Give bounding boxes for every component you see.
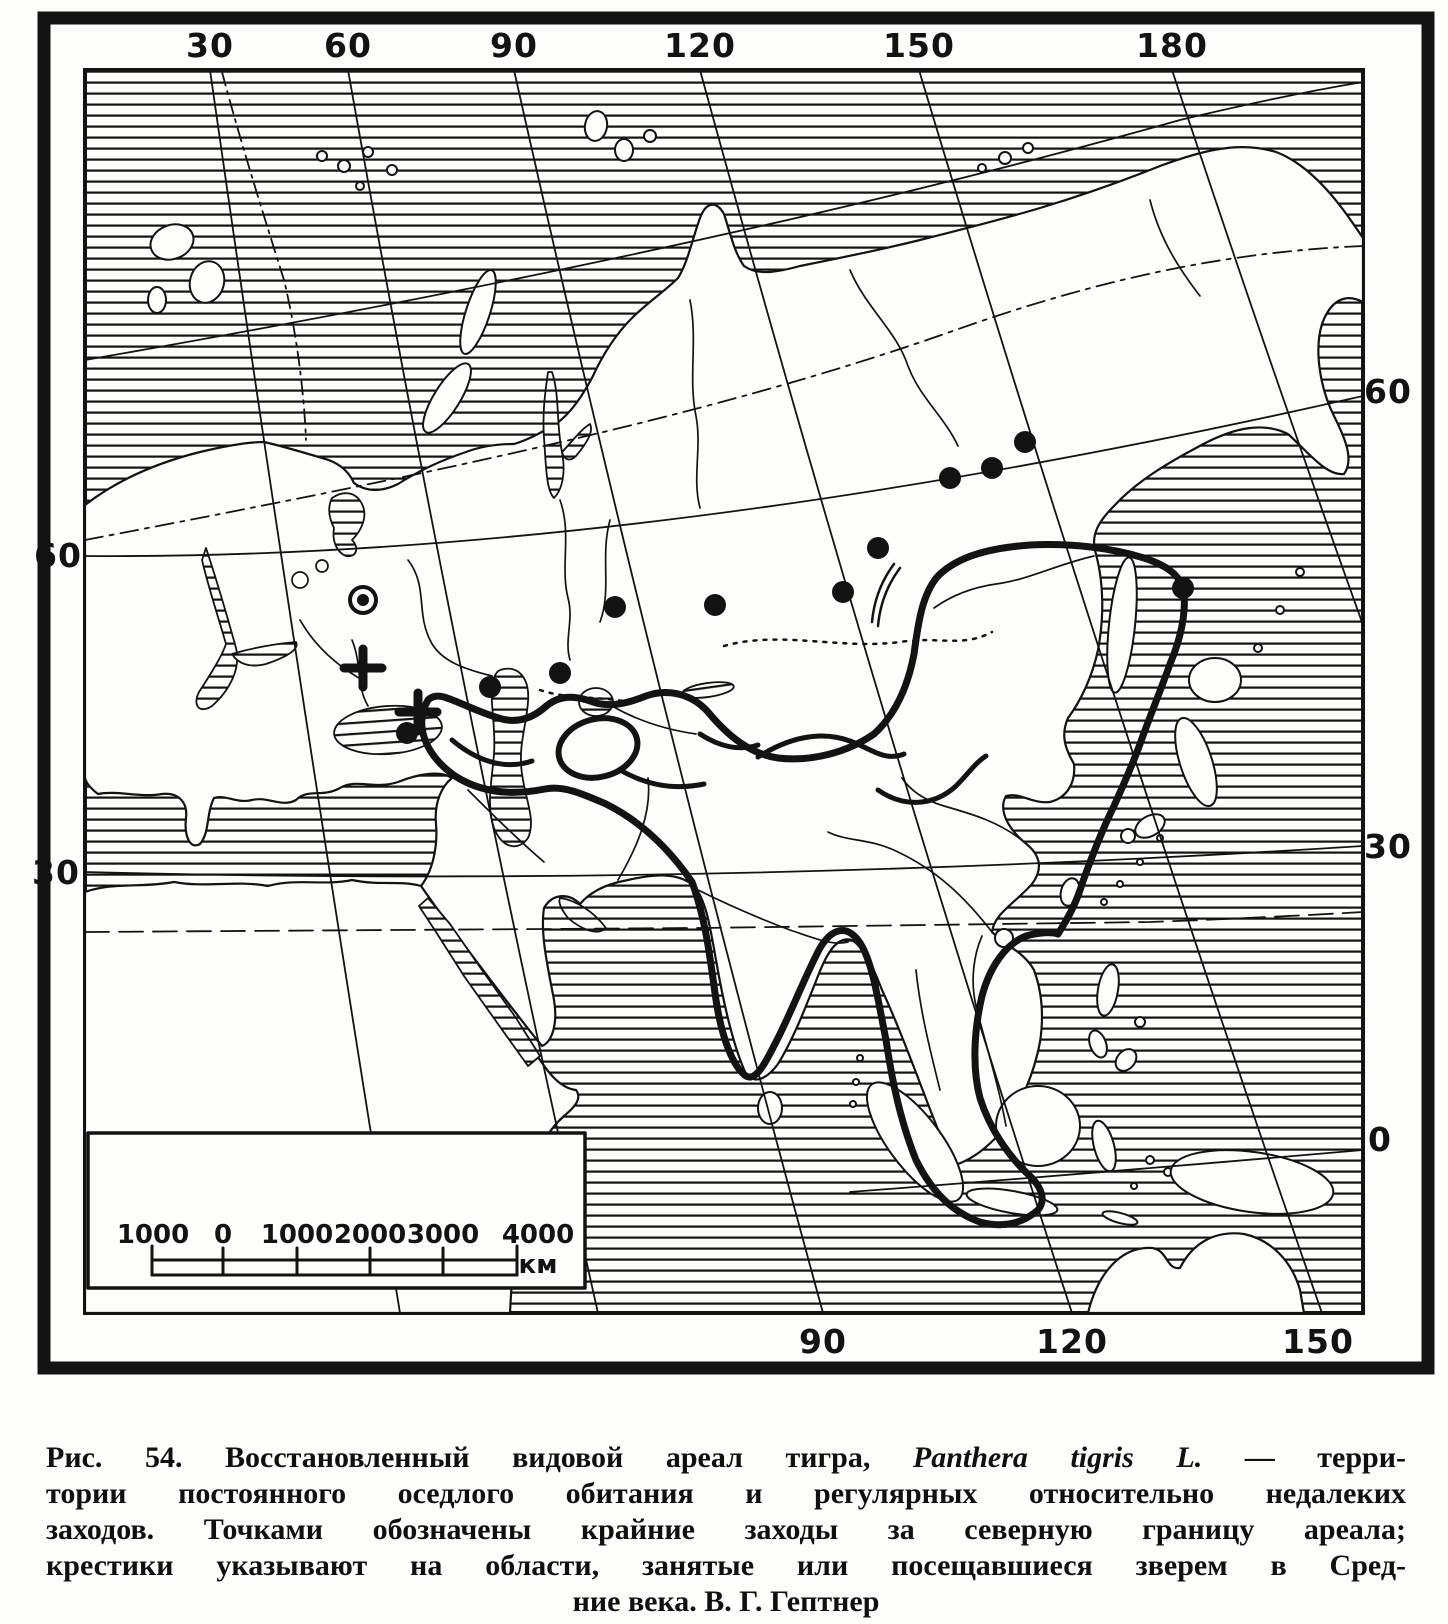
lon-label-top-30: 30 — [186, 26, 234, 65]
extreme-incursion-dot — [1172, 577, 1194, 599]
scale-label-4000-km: 4000 км — [501, 1220, 575, 1280]
caption-line-1: Рис. 54. Восстановленный видовой ареал тигра, Panthera tigris L. — терри- — [46, 1441, 1407, 1474]
lon-label-bottom-90: 90 — [799, 1322, 847, 1361]
lon-label-bottom-150: 150 — [1282, 1322, 1354, 1361]
lon-label-top-180: 180 — [1136, 26, 1208, 65]
lat-label-right-0: 0 — [1368, 1120, 1392, 1159]
lat-label-right-60: 60 — [1364, 372, 1412, 411]
lat-label-left-30: 30 — [32, 853, 80, 892]
extreme-incursion-dot — [939, 467, 961, 489]
lat-label-right-30: 30 — [1364, 827, 1412, 866]
species-latin-name: Panthera tigris L. — [912, 1441, 1203, 1474]
caption-line-2: тории постоянного оседлого обитания и регулярных относительно недалеких — [46, 1477, 1406, 1510]
lon-label-top-120: 120 — [664, 26, 736, 65]
extreme-incursion-dot — [479, 676, 501, 698]
extreme-incursion-dot — [549, 662, 571, 684]
lon-label-bottom-120: 120 — [1036, 1322, 1108, 1361]
caption-line-5: ние века. В. Г. Гептнер — [572, 1585, 880, 1618]
japan-islands — [1189, 658, 1241, 702]
caption-line-3: заходов. Точками обозначены крайние заходы за северную границу ареала; — [46, 1513, 1406, 1546]
scale-label-1000: 1000 — [260, 1220, 334, 1250]
lon-label-top-60: 60 — [324, 26, 372, 65]
extreme-incursion-dot — [704, 594, 726, 616]
extreme-incursion-dot — [1014, 431, 1036, 453]
extreme-incursion-dot — [604, 596, 626, 618]
extreme-incursion-dot — [867, 537, 889, 559]
lat-label-left-60: 60 — [34, 536, 82, 575]
scale-label-3000: 3000 — [406, 1220, 480, 1250]
scale-label-0: 0 — [213, 1220, 233, 1250]
scale-label-1000-left: 1000 — [116, 1220, 190, 1250]
extreme-incursion-dot — [981, 457, 1003, 479]
extreme-incursion-dot — [832, 581, 854, 603]
scale-label-2000: 2000 — [333, 1220, 407, 1250]
circled-dot-marker — [350, 587, 376, 613]
lon-label-top-150: 150 — [883, 26, 955, 65]
caption-line-4: крестики указывают на области, занятые или посещавшиеся зверем в Сред- — [46, 1549, 1406, 1582]
figure-caption — [46, 1440, 1406, 1620]
lon-label-top-90: 90 — [490, 26, 538, 65]
